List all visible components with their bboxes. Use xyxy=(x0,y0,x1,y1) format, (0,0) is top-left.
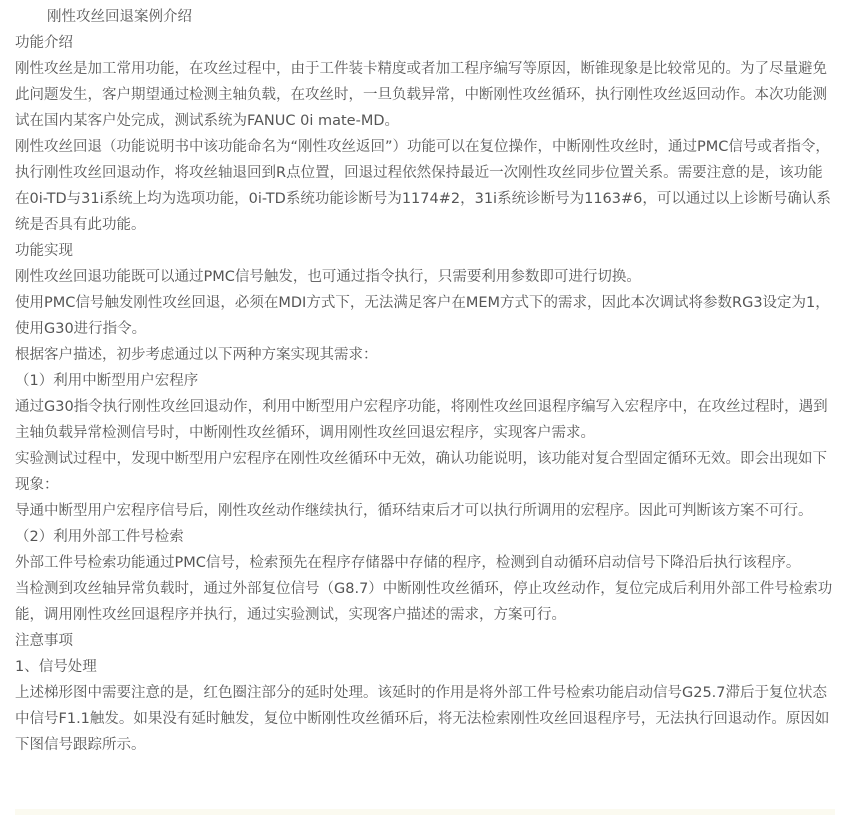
paragraph: 通过G30指令执行刚性攻丝回退动作，利用中断型用户宏程序功能，将刚性攻丝回退程序编写入宏程序中，在攻丝过程时，遇到主轴负载异常检测信号时，中断刚性攻丝循环，调用刚性攻丝回退宏程序，实现客户需求。 xyxy=(15,399,828,441)
image-preview-strip xyxy=(15,809,835,815)
subsection-heading: 1、信号处理 xyxy=(15,659,97,675)
paragraph: 刚性攻丝是加工常用功能，在攻丝过程中，由于工件装卡精度或者加工程序编写等原因，断锥现象是比较常见的。为了尽量避免此问题发生，客户期望通过检测主轴负载，在攻丝时，一旦负载异常，中断刚性攻丝循环，执行刚性攻丝返回动作。本次功能测试在国内某客户处完成，测试系统为FANUC 0i mate-MD。 xyxy=(15,61,827,129)
paragraph: 刚性攻丝回退（功能说明书中该功能命名为“刚性攻丝返回”）功能可以在复位操作，中断刚性攻丝时，通过PMC信号或者指令，执行刚性攻丝回退动作，将攻丝轴退回到R点位置，回退过程依然保持最近一次刚性攻丝同步位置关系。需要注意的是，该功能在0i-TD与31i系统上均为选项功能，0i-TD系统功能诊断号为1174#2，31i系统诊断号为1163#6，可以通过以上诊断号确认系统是否具有此功能。 xyxy=(15,139,831,233)
paragraph: 外部工件号检索功能通过PMC信号，检索预先在程序存储器中存储的程序，检测到自动循环启动信号下降沿后执行该程序。 xyxy=(15,555,801,571)
article-title: 刚性攻丝回退案例介绍 xyxy=(47,9,192,25)
paragraph: 实验测试过程中，发现中断型用户宏程序在刚性攻丝循环中无效，确认功能说明，该功能对复合型固定循环无效。即会出现如下现象： xyxy=(15,451,827,493)
paragraph: 使用PMC信号触发刚性攻丝回退，必须在MDI方式下，无法满足客户在MEM方式下的需求，因此本次调试将参数RG3设定为1，使用G30进行指令。 xyxy=(15,295,830,337)
subsection-heading: （2）利用外部工件号检索 xyxy=(15,529,184,545)
subsection-heading: （1）利用中断型用户宏程序 xyxy=(15,373,199,389)
section-heading: 功能介绍 xyxy=(15,35,73,51)
paragraph: 上述梯形图中需要注意的是，红色圈注部分的延时处理。该延时的作用是将外部工件号检索功能启动信号G25.7滞后于复位状态中信号F1.1触发。如果没有延时触发，复位中断刚性攻丝循环后，将无法检索刚性攻丝回退程序号，无法执行回退动作。原因如下图信号跟踪所示。 xyxy=(15,685,830,753)
paragraph: 当检测到攻丝轴异常负载时，通过外部复位信号（G8.7）中断刚性攻丝循环，停止攻丝动作，复位完成后利用外部工件号检索功能，调用刚性攻丝回退程序并执行，通过实验测试，实现客户描述的需求，方案可行。 xyxy=(15,581,833,623)
section-heading: 注意事项 xyxy=(15,633,73,649)
paragraph: 根据客户描述，初步考虑通过以下两种方案实现其需求： xyxy=(15,347,378,363)
article-body xyxy=(15,4,835,758)
paragraph: 导通中断型用户宏程序信号后，刚性攻丝动作继续执行，循环结束后才可以执行所调用的宏程序。因此可判断该方案不可行。 xyxy=(15,503,813,519)
section-heading: 功能实现 xyxy=(15,243,73,259)
paragraph: 刚性攻丝回退功能既可以通过PMC信号触发，也可通过指令执行，只需要利用参数即可进行切换。 xyxy=(15,269,641,285)
